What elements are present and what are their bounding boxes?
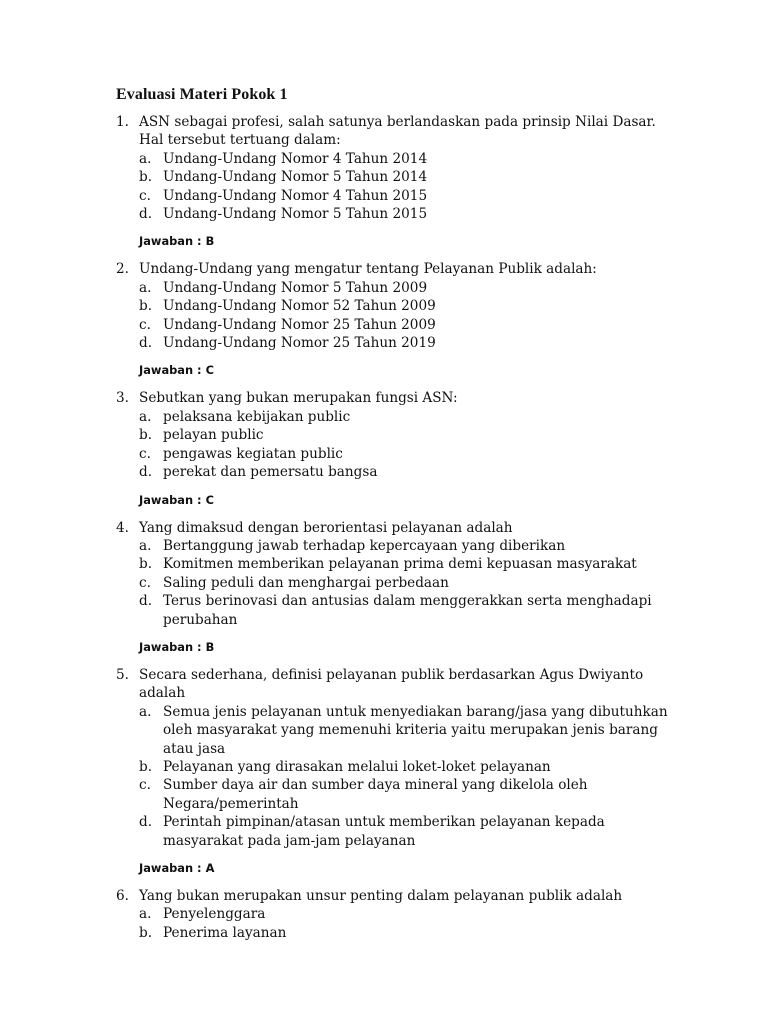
question-number: 4. xyxy=(116,519,129,536)
option-list xyxy=(116,905,676,942)
option-letter: d. xyxy=(139,206,153,223)
document-title: Evaluasi Materi Pokok 1 xyxy=(116,86,288,103)
question-number: 1. xyxy=(116,114,129,130)
answer-key: Jawaban : A xyxy=(139,861,215,875)
option-list xyxy=(116,279,676,353)
option-letter: d. xyxy=(139,593,153,610)
option-letter: a. xyxy=(139,150,152,167)
option-letter: a. xyxy=(139,537,152,554)
answer-key: Jawaban : B xyxy=(139,234,215,249)
option-letter: b. xyxy=(139,758,153,775)
question-item xyxy=(116,113,676,249)
option-letter: a. xyxy=(139,408,152,425)
option-letter: d. xyxy=(139,335,153,352)
question-item xyxy=(116,389,676,507)
answer-key: Jawaban : C xyxy=(139,492,214,507)
answer-option xyxy=(139,463,676,481)
option-letter: d. xyxy=(139,814,153,831)
option-text: Undang-Undang Nomor 52 Tahun 2009 xyxy=(163,298,436,315)
option-text: Terus berinovasi dan antusias dalam menggerakkan serta menghadapi perubahan xyxy=(163,593,652,628)
option-text: Pelayanan yang dirasakan melalui loket-loket pelayanan xyxy=(163,758,551,775)
option-text: Semua jenis pelayanan untuk menyediakan barang/jasa yang dibutuhkan oleh masyarakat yang memenuhi kriteria yaitu merupakan jenis barang atau jasa xyxy=(163,703,668,757)
question-row xyxy=(116,389,676,407)
option-letter: c. xyxy=(139,316,151,333)
answer-option xyxy=(139,574,676,592)
option-text: Komitmen memberikan pelayanan prima demi kepuasan masyarakat xyxy=(163,556,637,573)
answer-option xyxy=(139,426,676,444)
option-text: Undang-Undang Nomor 5 Tahun 2015 xyxy=(163,206,428,223)
answer-option xyxy=(139,297,676,315)
option-list xyxy=(116,537,676,629)
question-item xyxy=(116,887,676,942)
answer-key: Jawaban : B xyxy=(139,639,215,654)
option-letter: a. xyxy=(139,703,152,720)
option-text: Undang-Undang Nomor 5 Tahun 2009 xyxy=(163,279,428,296)
answer-option xyxy=(139,537,676,555)
option-letter: a. xyxy=(139,279,152,296)
question-row xyxy=(116,113,676,150)
option-letter: b. xyxy=(139,427,153,444)
option-letter: d. xyxy=(139,464,153,481)
answer-option xyxy=(139,555,676,573)
question-text: Undang-Undang yang mengatur tentang Pelayanan Publik adalah: xyxy=(139,261,597,278)
option-list xyxy=(116,408,676,482)
question-text: Secara sederhana, definisi pelayanan publik berdasarkan Agus Dwiyanto adalah xyxy=(139,666,644,702)
answer-option xyxy=(139,776,676,813)
answer-option xyxy=(139,758,676,776)
answer-option xyxy=(139,150,676,168)
option-letter: c. xyxy=(139,574,151,591)
question-item xyxy=(116,666,676,876)
option-text: Undang-Undang Nomor 25 Tahun 2009 xyxy=(163,316,436,333)
option-text: Penyelenggara xyxy=(163,906,266,923)
question-number: 6. xyxy=(116,888,129,904)
answer-option xyxy=(139,316,676,334)
option-text: pengawas kegiatan public xyxy=(163,445,343,462)
answer-option xyxy=(139,408,676,426)
answer-option xyxy=(139,445,676,463)
option-letter: b. xyxy=(139,298,153,315)
option-letter: b. xyxy=(139,556,153,573)
question-number: 5. xyxy=(116,666,129,683)
question-number: 3. xyxy=(116,390,129,407)
question-text: Yang bukan merupakan unsur penting dalam pelayanan publik adalah xyxy=(139,888,623,904)
option-letter: c. xyxy=(139,187,151,204)
option-text: Penerima layanan xyxy=(163,924,287,941)
question-text: ASN sebagai profesi, salah satunya berlandaskan pada prinsip Nilai Dasar. Hal tersebut tertuang dalam: xyxy=(139,114,656,149)
answer-option xyxy=(139,703,676,758)
answer-option xyxy=(139,813,676,850)
question-text: Yang dimaksud dengan berorientasi pelayanan adalah xyxy=(139,519,513,536)
option-letter: c. xyxy=(139,445,151,462)
option-list xyxy=(116,150,676,224)
answer-key: Jawaban : C xyxy=(139,363,214,378)
question-list xyxy=(116,113,676,942)
question-text: Sebutkan yang bukan merupakan fungsi ASN: xyxy=(139,390,458,407)
question-item xyxy=(116,519,676,655)
question-number: 2. xyxy=(116,261,129,278)
option-text: perekat dan pemersatu bangsa xyxy=(163,464,378,481)
option-text: pelayan public xyxy=(163,427,264,444)
option-letter: b. xyxy=(139,924,153,941)
answer-option xyxy=(139,334,676,352)
option-letter: b. xyxy=(139,169,153,186)
answer-option xyxy=(139,187,676,205)
answer-option xyxy=(139,205,676,223)
option-letter: c. xyxy=(139,777,151,794)
option-text: Undang-Undang Nomor 4 Tahun 2014 xyxy=(163,150,428,167)
question-row xyxy=(116,666,676,703)
option-text: Undang-Undang Nomor 4 Tahun 2015 xyxy=(163,187,428,204)
answer-option xyxy=(139,924,676,942)
answer-option xyxy=(139,279,676,297)
option-text: Sumber daya air dan sumber daya mineral yang dikelola oleh Negara/pemerintah xyxy=(163,777,588,812)
option-list xyxy=(116,703,676,850)
option-text: Perintah pimpinan/atasan untuk memberikan pelayanan kepada masyarakat pada jam-jam pelayanan xyxy=(163,814,605,849)
question-row xyxy=(116,887,676,905)
option-text: Undang-Undang Nomor 25 Tahun 2019 xyxy=(163,335,436,352)
question-row xyxy=(116,260,676,278)
question-row xyxy=(116,519,676,537)
option-text: Undang-Undang Nomor 5 Tahun 2014 xyxy=(163,169,428,186)
answer-option xyxy=(139,592,676,629)
question-item xyxy=(116,260,676,378)
answer-option xyxy=(139,168,676,186)
answer-option xyxy=(139,905,676,923)
option-text: pelaksana kebijakan public xyxy=(163,408,351,425)
option-text: Bertanggung jawab terhadap kepercayaan yang diberikan xyxy=(163,537,566,554)
option-letter: a. xyxy=(139,906,152,923)
option-text: Saling peduli dan menghargai perbedaan xyxy=(163,574,449,591)
